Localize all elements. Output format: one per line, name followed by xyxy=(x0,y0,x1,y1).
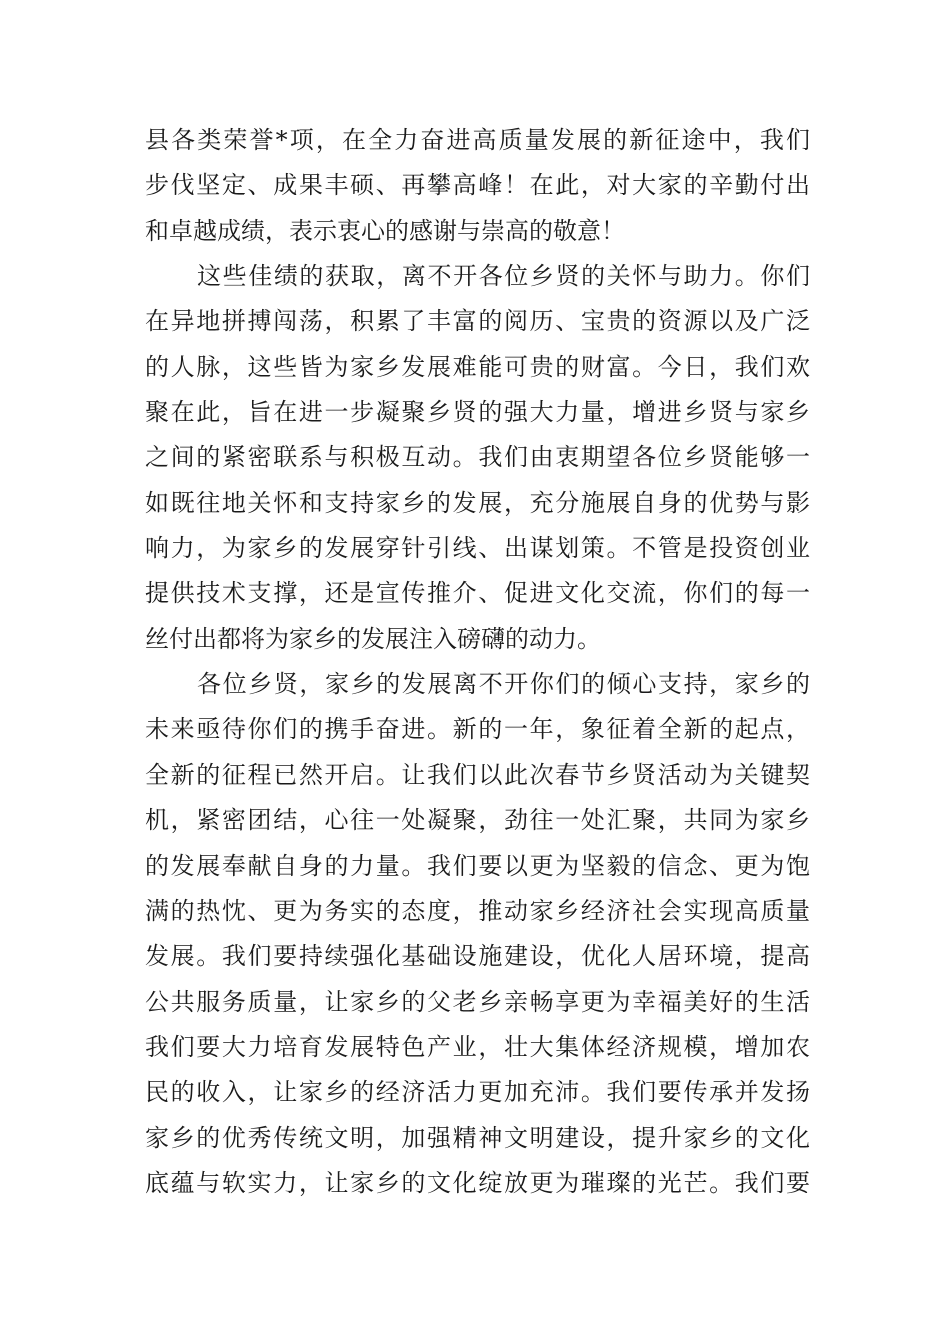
text-line: 的发展奉献自身的力量。我们要以更为坚毅的信念、更为饱 xyxy=(145,851,810,880)
text-line: 满的热忱、更为务实的态度，推动家乡经济社会实现高质量 xyxy=(145,896,810,925)
text-line: 聚在此，旨在进一步凝聚乡贤的强大力量，增进乡贤与家乡 xyxy=(145,398,810,427)
text-line: 响力，为家乡的发展穿针引线、出谋划策。不管是投资创业 xyxy=(145,534,810,563)
text-line: 底蕴与软实力，让家乡的文化绽放更为璀璨的光芒。我们要 xyxy=(145,1168,810,1197)
paragraph-start-line: 各位乡贤，家乡的发展离不开你们的倾心支持，家乡的 xyxy=(197,670,810,699)
text-line: 我们要大力培育发展特色产业，壮大集体经济规模，增加农 xyxy=(145,1032,810,1061)
text-line: 之间的紧密联系与积极互动。我们由衷期望各位乡贤能够一 xyxy=(145,443,810,472)
text-line: 机，紧密团结，心往一处凝聚，劲往一处汇聚，共同为家乡 xyxy=(145,806,810,835)
text-line: 的人脉，这些皆为家乡发展难能可贵的财富。今日，我们欢 xyxy=(145,352,810,381)
text-line: 发展。我们要持续强化基础设施建设，优化人居环境，提高 xyxy=(145,942,810,971)
text-line: 在异地拼搏闯荡，积累了丰富的阅历、宝贵的资源以及广泛 xyxy=(145,307,810,336)
text-line: 和卓越成绩，表示衷心的感谢与崇高的敬意！ xyxy=(145,216,625,245)
text-line: 全新的征程已然开启。让我们以此次春节乡贤活动为关键契 xyxy=(145,760,810,789)
text-line: 县各类荣誉*项，在全力奋进高质量发展的新征途中，我们 xyxy=(145,126,810,154)
text-line: 步伐坚定、成果丰硕、再攀高峰！在此，对大家的辛勤付出 xyxy=(145,171,810,200)
text-line: 如既往地关怀和支持家乡的发展，充分施展自身的优势与影 xyxy=(145,488,810,517)
text-line: 家乡的优秀传统文明，加强精神文明建设，提升家乡的文化 xyxy=(145,1123,810,1152)
paragraph-start-line: 这些佳绩的获取，离不开各位乡贤的关怀与助力。你们 xyxy=(197,262,810,291)
body-text xyxy=(145,118,810,1206)
text-line: 民的收入，让家乡的经济活力更加充沛。我们要传承并发扬 xyxy=(145,1078,810,1107)
text-line: 未来亟待你们的携手奋进。新的一年，象征着全新的起点， xyxy=(145,715,810,744)
text-line: 提供技术支撑，还是宣传推介、促进文化交流，你们的每一 xyxy=(145,579,810,608)
text-line: 丝付出都将为家乡的发展注入磅礴的动力。 xyxy=(145,624,601,653)
text-line: 公共服务质量，让家乡的父老乡亲畅享更为幸福美好的生活 xyxy=(145,987,810,1016)
